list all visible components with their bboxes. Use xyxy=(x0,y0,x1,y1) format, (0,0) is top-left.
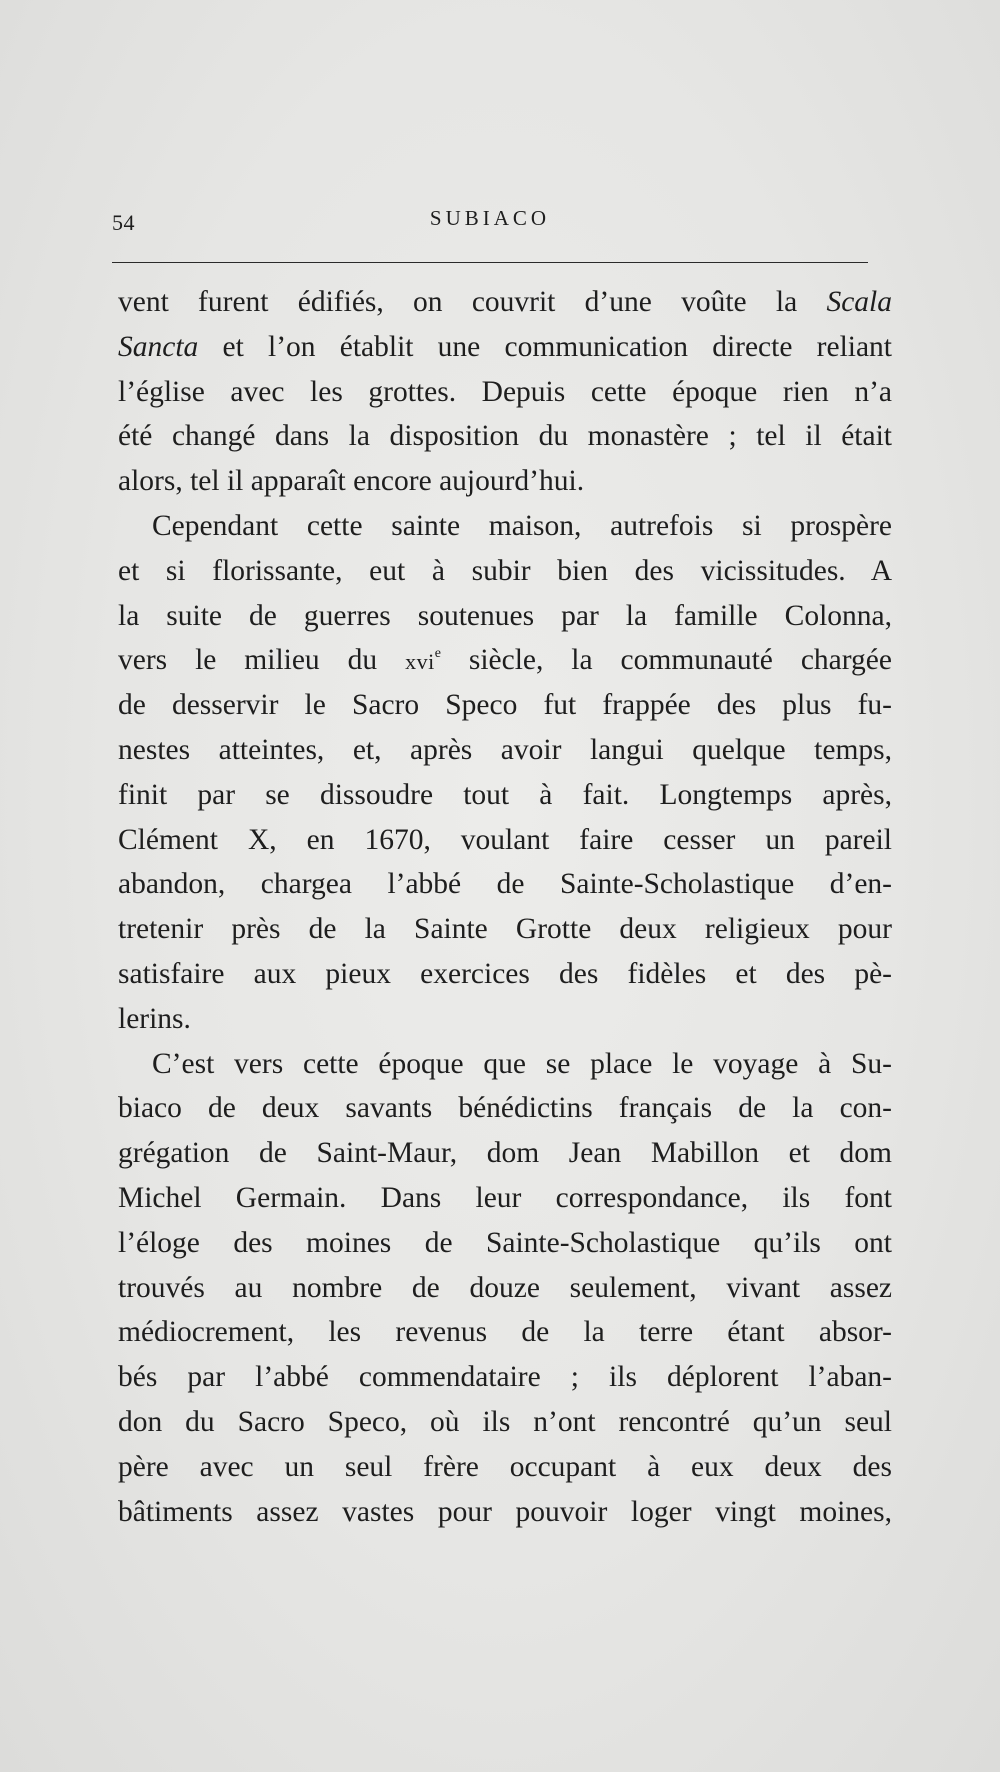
text-line: de desservir le Sacro Speco fut frappée des plus fu- xyxy=(118,689,892,722)
text-line: l’église avec les grottes. Depuis cette époque rien n’a xyxy=(118,375,892,408)
text-line: père avec un seul frère occupant à eux deux des xyxy=(118,1450,892,1483)
text-line: don du Sacro Speco, où ils n’ont rencontré qu’un seul xyxy=(118,1405,892,1438)
text-line: été changé dans la disposition du monastère ; tel il était xyxy=(118,420,892,453)
text-line: tretenir près de la Sainte Grotte deux religieux pour xyxy=(118,913,892,946)
text-line: alors, tel il apparaît encore aujourd’hui. xyxy=(118,465,585,498)
text-line: bâtiments assez vastes pour pouvoir loger vingt moines, xyxy=(118,1495,892,1528)
text-line: finit par se dissoudre tout à fait. Longtemps après, xyxy=(118,778,892,811)
text-line: Clément X, en 1670, voulant faire cesser un pareil xyxy=(118,823,892,856)
text-line: satisfaire aux pieux exercices des fidèles et des pè- xyxy=(118,957,892,990)
text-line: l’éloge des moines de Sainte-Scholastique qu’ils ont xyxy=(118,1226,892,1259)
text-line: grégation de Saint-Maur, dom Jean Mabillon et dom xyxy=(118,1137,892,1170)
text-line: C’est vers cette époque que se place le voyage à Su- xyxy=(152,1047,892,1080)
text-line: lerins. xyxy=(118,1002,191,1035)
header-rule xyxy=(112,262,868,263)
text-line: bés par l’abbé commendataire ; ils déplorent l’aban- xyxy=(118,1361,892,1394)
text-line: Michel Germain. Dans leur correspondance, ils font xyxy=(118,1181,892,1214)
running-title: SUBIACO xyxy=(429,206,551,230)
body-text xyxy=(118,280,892,1534)
text-line: vent furent édifiés, on couvrit d’une voûte la Scala xyxy=(118,286,892,318)
text-line: Cependant cette sainte maison, autrefois si prospère xyxy=(152,509,892,542)
text-line: trouvés au nombre de douze seulement, vivant assez xyxy=(118,1271,892,1304)
page-number: 54 xyxy=(112,210,135,235)
text-line: et si florissante, eut à subir bien des vicissitudes. A xyxy=(118,554,892,587)
text-line: médiocrement, les revenus de la terre étant absor- xyxy=(118,1316,892,1349)
text-line: nestes atteintes, et, après avoir langui quelque temps, xyxy=(118,733,892,766)
text-line: vers le milieu du xvi$^e$ siècle, la communauté chargée xyxy=(118,644,892,677)
text-line: la suite de guerres soutenues par la famille Colonna, xyxy=(118,599,892,632)
text-line: Sancta et l’on établit une communication directe reliant xyxy=(118,330,892,363)
text-line: abandon, chargea l’abbé de Sainte-Scholastique d’en- xyxy=(118,868,892,901)
page-header xyxy=(112,202,868,242)
text-line: biaco de deux savants bénédictins français de la con- xyxy=(118,1092,892,1125)
